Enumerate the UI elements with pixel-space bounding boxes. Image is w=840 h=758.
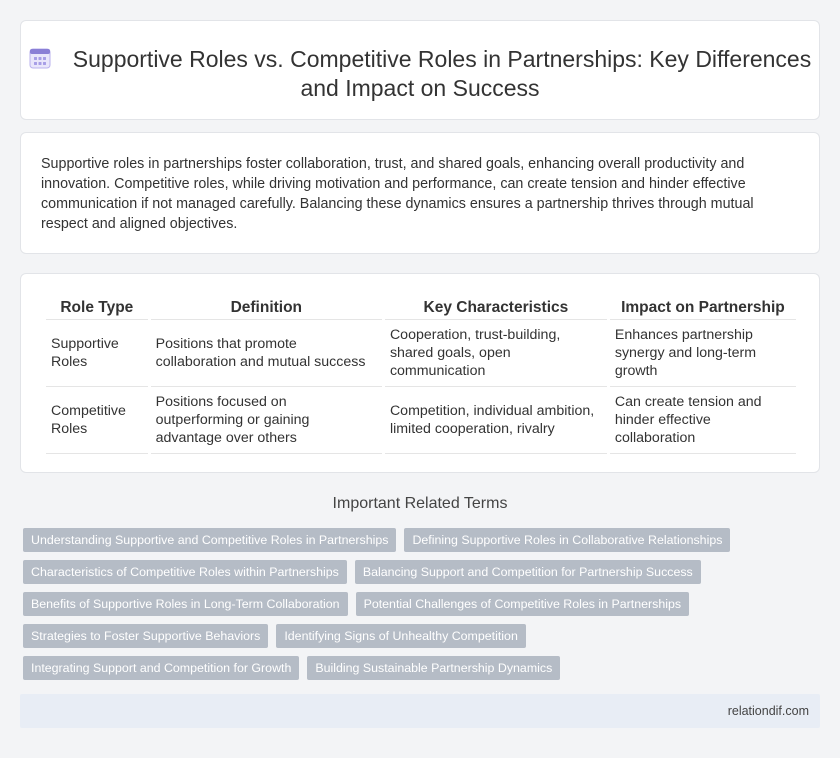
table-cell: Competition, individual ambition, limited cooperation, rivalry	[385, 387, 607, 454]
header-role-type: Role Type	[46, 294, 148, 320]
related-term-tag[interactable]: Potential Challenges of Competitive Roles in Partnerships	[356, 592, 690, 616]
table-cell: Supportive Roles	[46, 320, 148, 387]
related-terms-list	[23, 528, 803, 680]
intro-card	[20, 132, 820, 254]
header-key-characteristics: Key Characteristics	[385, 294, 607, 320]
footer-bar	[20, 694, 820, 728]
footer-site-link[interactable]: relationdif.com	[727, 704, 809, 718]
intro-paragraph: Supportive roles in partnerships foster collaboration, trust, and shared goals, enhancing overall productivity and innovation. Competitive roles, while driving motivation and performance, can create tension and hinder effective communication if not managed carefully. Balancing these dynamics ensures a partnership thrives through mutual respect and aligned objectives.	[41, 156, 754, 232]
related-terms-heading: Important Related Terms	[332, 495, 508, 512]
table-row	[46, 387, 796, 454]
table-cell: Cooperation, trust-building, shared goals, open communication	[385, 320, 607, 387]
comparison-table	[43, 294, 799, 454]
calendar-icon	[29, 47, 51, 69]
table-cell: Can create tension and hinder effective collaboration	[610, 387, 796, 454]
table-cell: Positions that promote collaboration and mutual success	[151, 320, 382, 387]
page-title-text: Supportive Roles vs. Competitive Roles in Partnerships: Key Differences and Impact on Success	[72, 46, 812, 101]
table-header-row	[46, 294, 796, 320]
related-term-tag[interactable]: Balancing Support and Competition for Partnership Success	[355, 560, 701, 584]
related-term-tag[interactable]: Integrating Support and Competition for Growth	[23, 656, 299, 680]
related-term-tag[interactable]: Defining Supportive Roles in Collaborative Relationships	[404, 528, 730, 552]
header-card	[20, 20, 820, 120]
page-title	[21, 45, 819, 103]
related-term-tag[interactable]: Identifying Signs of Unhealthy Competition	[276, 624, 526, 648]
related-term-tag[interactable]: Building Sustainable Partnership Dynamics	[307, 656, 560, 680]
related-term-tag[interactable]: Characteristics of Competitive Roles within Partnerships	[23, 560, 347, 584]
header-impact: Impact on Partnership	[610, 294, 796, 320]
header-definition: Definition	[151, 294, 382, 320]
related-term-tag[interactable]: Understanding Supportive and Competitive Roles in Partnerships	[23, 528, 396, 552]
related-term-tag[interactable]: Benefits of Supportive Roles in Long-Term Collaboration	[23, 592, 348, 616]
table-row	[46, 320, 796, 387]
related-term-tag[interactable]: Strategies to Foster Supportive Behaviors	[23, 624, 268, 648]
table-cell: Enhances partnership synergy and long-term growth	[610, 320, 796, 387]
table-cell: Positions focused on outperforming or gaining advantage over others	[151, 387, 382, 454]
table-cell: Competitive Roles	[46, 387, 148, 454]
comparison-table-card	[20, 273, 820, 473]
